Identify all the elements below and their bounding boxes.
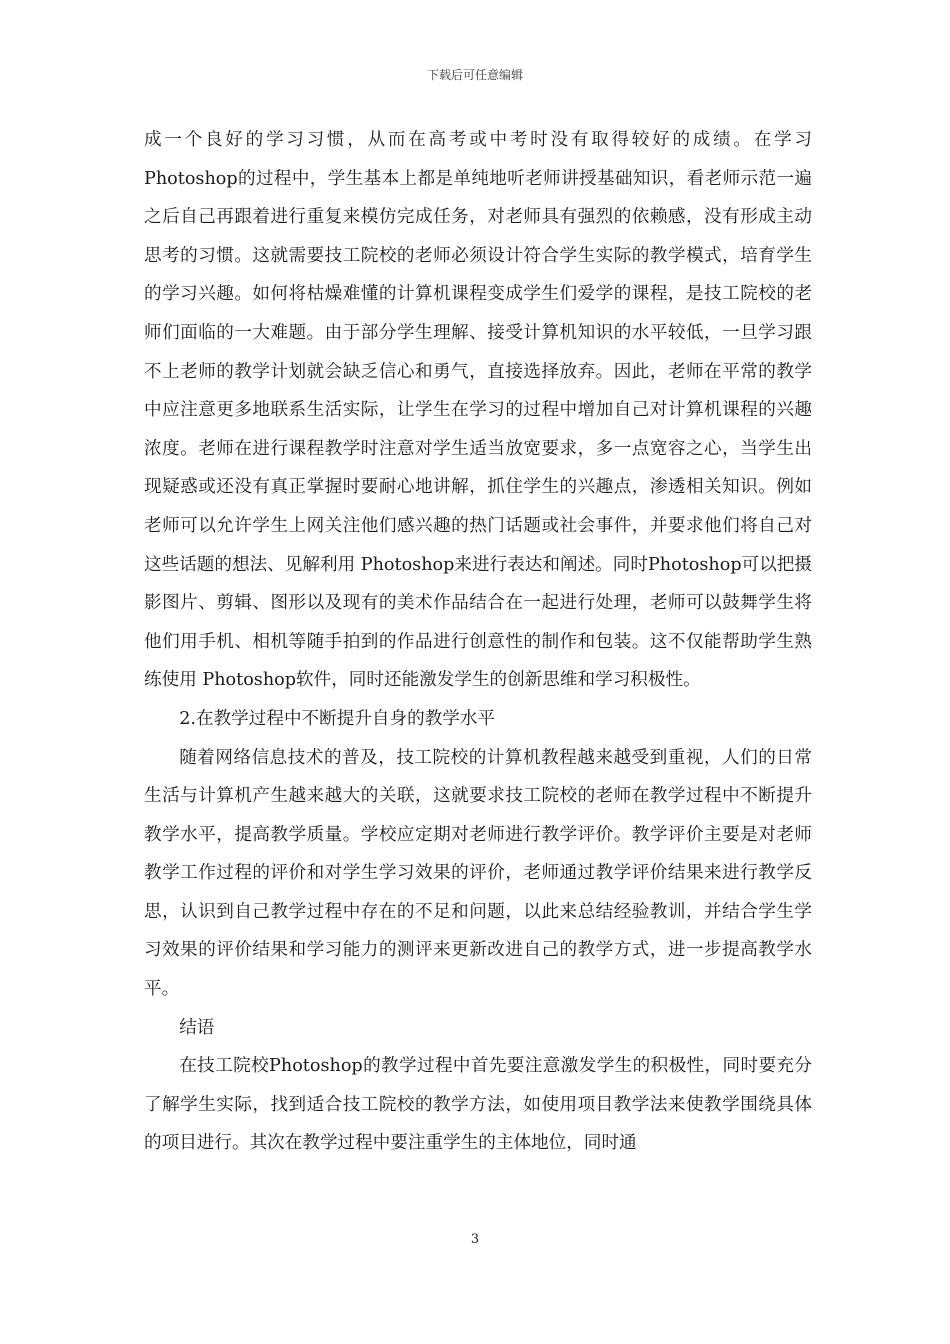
page-number: 3: [470, 1232, 480, 1247]
section-heading-2: 2.在教学过程中不断提升自身的教学水平: [179, 708, 496, 729]
section-heading-conclusion: 结语: [179, 1017, 215, 1038]
paragraph-teaching-level: 随着网络信息技术的普及，技工院校的计算机教程越来越受到重视，人们的日常生活与计算机产生越来越大的关联，这就要求技工院校的老师在教学过程中不断提升教学水平，提高教学质量。学校应定期对老师进行教学评价。教学评价主要是对老师教学工作过程的评价和对学生学习效果的评价，老师通过教学评价结果来进行教学反思，认识到自己教学过程中存在的不足和问题，以此来总结经验教训，并结合学生学习效果的评价结果和学习能力的测评来更新改进自己的教学方式，进一步提高教学水平。: [144, 747, 812, 1000]
page-header: 下载后可任意编辑: [426, 68, 523, 82]
paragraph-continuation: 成一个良好的学习习惯，从而在高考或中考时没有取得较好的成绩。在学习Photoshop的过程中，学生基本上都是单纯地听老师讲授基础知识，看老师示范一遍之后自己再跟着进行重复来模仿完成任务，对老师具有强烈的依赖感，没有形成主动思考的习惯。这就需要技工院校的老师必须设计符合学生实际的教学模式，培育学生的学习兴趣。如何将枯燥难懂的计算机课程变成学生们爱学的课程，是技工院校的老师们面临的一大难题。由于部分学生理解、接受计算机知识的水平较低，一旦学习跟不上老师的教学计划就会缺乏信心和勇气，直接选择放弃。因此，老师在平常的教学中应注意更多地联系生活实际，让学生在学习的过程中增加自己对计算机课程的兴趣浓度。老师在进行课程教学时注意对学生适当放宽要求，多一点宽容之心，当学生出现疑惑或还没有真正掌握时要耐心地讲解，抓住学生的兴趣点，渗透相关知识。例如老师可以允许学生上网关注他们感兴趣的热门话题或社会事件，并要求他们将自己对这些话题的想法、见解利用 Photoshop来进行表达和阐述。同时Photoshop可以把摄影图片、剪辑、图形以及现有的美术作品结合在一起进行处理，老师可以鼓舞学生将他们用手机、相机等随手拍到的作品进行创意性的制作和包装。这不仅能帮助学生熟练使用 Photoshop软件，同时还能激发学生的创新思维和学习积极性。: [144, 130, 812, 691]
document-body: [144, 121, 812, 1163]
paragraph-conclusion: 在技工院校Photoshop的教学过程中首先要注意激发学生的积极性，同时要充分了解学生实际，找到适合技工院校的教学方法，如使用项目教学法来使教学围绕具体的项目进行。其次在教学过程中要注重学生的主体地位，同时通: [144, 1056, 812, 1154]
